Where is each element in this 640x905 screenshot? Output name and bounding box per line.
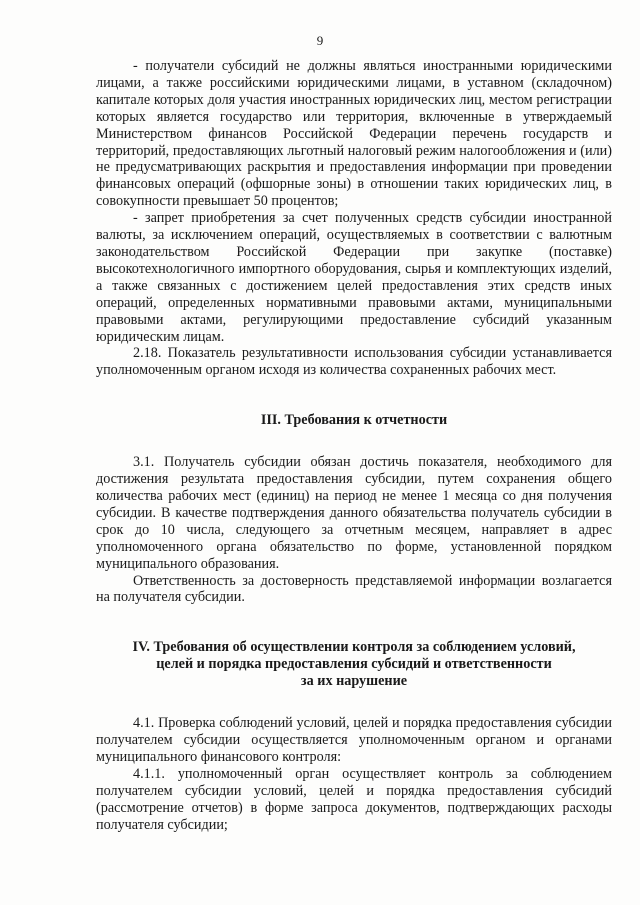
spacer bbox=[96, 379, 612, 412]
document-body bbox=[96, 58, 612, 834]
spacer bbox=[96, 606, 612, 639]
section-4-heading-line: целей и порядка предоставления субсидий и ответственности bbox=[156, 656, 552, 673]
spacer bbox=[96, 690, 612, 715]
paragraph-foreign-entities: - получатели субсидий не должны являться иностранными юридическими лицами, а также российскими юридическими лицами, в уставном (складочном) капитале которых доля участия иностранных юридических лиц, местом регистрации которых является государство или территория, включенные в утверждаемый Министерством финансов Российской Федерации перечень государств и территорий, предоставляющих льготный налоговый режим налогообложения и (или) не предусматривающих раскрытия и предоставления информации при проведении финансовых операций (офшорные зоны) в отношении таких юридических лиц, в совокупности превышает 50 процентов; bbox=[96, 58, 612, 210]
section-4-heading-line: IV. Требования об осуществлении контроля за соблюдением условий, bbox=[132, 639, 576, 656]
paragraph-3-1: 3.1. Получатель субсидии обязан достичь показателя, необходимого для достижения результата предоставления субсидии, путем сохранения общего количества рабочих мест (единиц) на период не менее 1 месяца со дня получения субсидии. В качестве подтверждения данного обязательства получатель субсидии в срок до 10 числа, следующего за отчетным месяцем, направляет в адрес уполномоченного органа обязательство по форме, установленной порядком муниципального образования. bbox=[96, 454, 612, 572]
paragraph-4-1-1: 4.1.1. уполномоченный орган осуществляет контроль за соблюдением получателем субсидии условий, целей и порядка предоставления субсидий (рассмотрение отчетов) в форме запроса документов, подтверждающих расходы получателя субсидии; bbox=[96, 766, 612, 833]
spacer bbox=[96, 429, 612, 454]
section-4-heading bbox=[96, 639, 612, 690]
page-number: 9 bbox=[316, 33, 324, 48]
section-3-heading: III. Требования к отчетности bbox=[260, 412, 448, 429]
paragraph-2-18: 2.18. Показатель результативности использования субсидии устанавливается уполномоченным органом исходя из количества сохраненных рабочих мест. bbox=[96, 345, 612, 379]
section-4-heading-line: за их нарушение bbox=[300, 673, 408, 690]
paragraph-currency-ban: - запрет приобретения за счет полученных средств субсидии иностранной валюты, за исключением операций, осуществляемых в соответствии с валютным законодательством Российской Федерации при закупке (поставке) высокотехнологичного импортного оборудования, сырья и комплектующих изделий, а также связанных с достижением целей предоставления этих средств иных операций, определенных нормативными правовыми актами, муниципальными правовыми актами, регулирующими предоставление субсидий указанным юридическим лицам. bbox=[96, 210, 612, 345]
paragraph-4-1: 4.1. Проверка соблюдений условий, целей и порядка предоставления субсидии получателем субсидии осуществляется уполномоченным органом и органами муниципального финансового контроля: bbox=[96, 715, 612, 766]
paragraph-responsibility: Ответственность за достоверность представляемой информации возлагается на получателя субсидии. bbox=[96, 572, 612, 606]
